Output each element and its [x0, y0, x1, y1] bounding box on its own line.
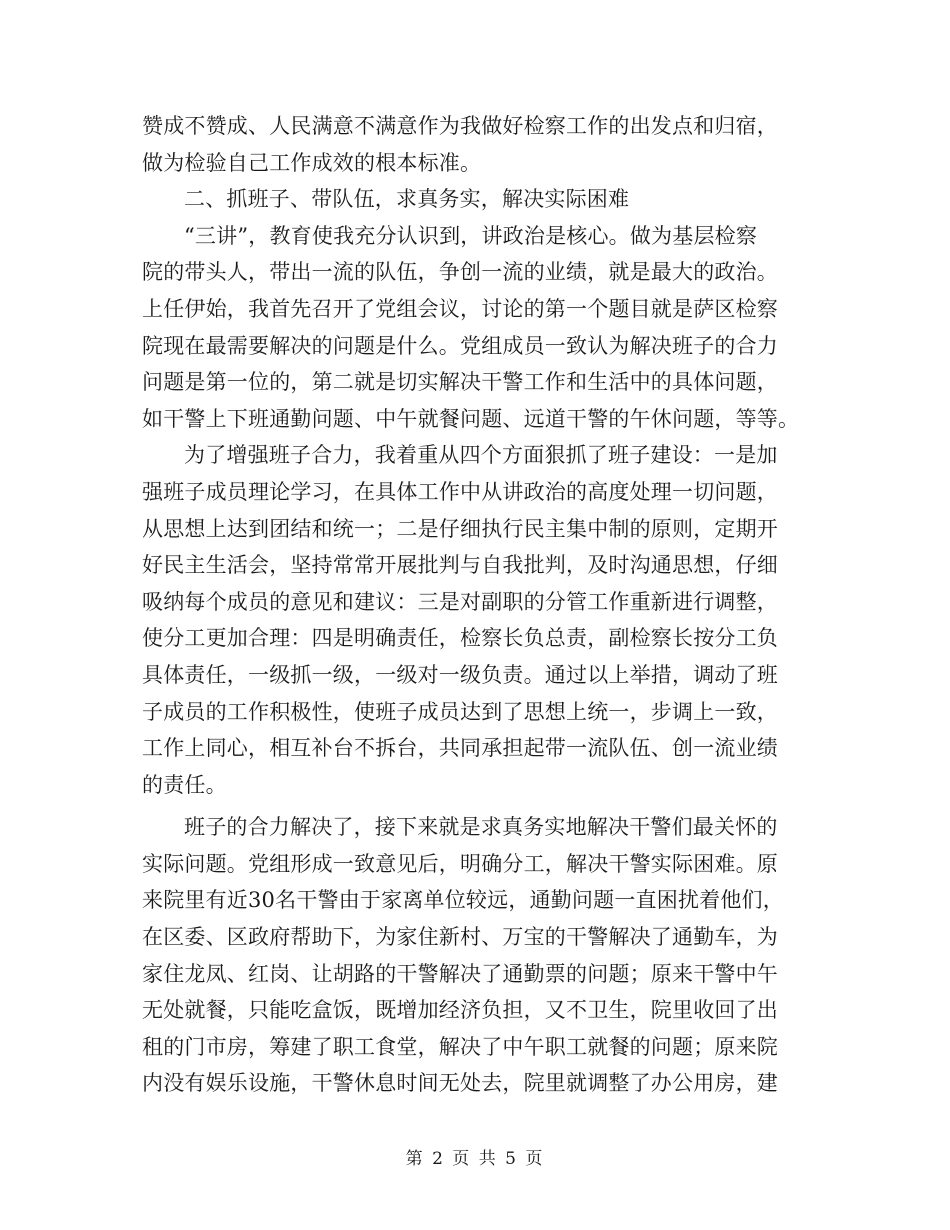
page-number-footer: 第 2 页 共 5 页 [405, 1149, 545, 1169]
text-line: 工作上同心，相互补台不拆台，共同承担起带一流队伍、创一流业绩 [142, 736, 778, 761]
text-line: 家住龙凤、红岗、让胡路的干警解决了通勤票的问题；原来干警中午 [142, 961, 778, 986]
text-line: 租的门市房，筹建了职工食堂，解决了中午职工就餐的问题；原来院 [142, 1034, 778, 1059]
text-line: 为了增强班子合力，我着重从四个方面狠抓了班子建设：一是加 [184, 443, 778, 468]
text-line: 好民主生活会，坚持常常开展批判与自我批判，及时沟通思想，仔细 [142, 553, 778, 578]
text-line: 吸纳每个成员的意见和建议：三是对副职的分管工作重新进行调整， [142, 589, 778, 614]
text-line: 如干警上下班通勤问题、中午就餐问题、远道干警的午休问题，等等。 [142, 406, 800, 431]
text-line: 赞成不赞成、人民满意不满意作为我做好检察工作的出发点和归宿， [142, 114, 778, 138]
text-line: “三讲”，教育使我充分认识到，讲政治是核心。做为基层检察 [184, 223, 758, 248]
text-line: 在区委、区政府帮助下，为家住新村、万宝的干警解决了通勤车，为 [142, 925, 778, 950]
text-line: 来院里有近30名干警由于家离单位较远，通勤问题一直困扰着他们， [142, 888, 784, 913]
text-line: 强班子成员理论学习，在具体工作中从讲政治的高度处理一切问题， [142, 479, 778, 504]
text-line: 院的带头人，带出一流的队伍，争创一流的业绩，就是最大的政治。 [142, 260, 778, 285]
text-line: 无处就餐，只能吃盒饭，既增加经济负担，又不卫生，院里收回了出 [142, 998, 778, 1023]
text-line: 做为检验自己工作成效的根本标准。 [142, 150, 482, 175]
text-line: 具体责任，一级抓一级，一级对一级负责。通过以上举措，调动了班 [142, 662, 778, 687]
text-line: 班子的合力解决了，接下来就是求真务实地解决干警们最关怀的 [184, 815, 778, 840]
text-line: 从思想上达到团结和统一；二是仔细执行民主集中制的原则，定期开 [142, 516, 778, 541]
text-line: 的责任。 [142, 772, 227, 797]
text-line: 院现在最需要解决的问题是什么。党组成员一致认为解决班子的合力 [142, 333, 778, 358]
text-line: 上任伊始，我首先召开了党组会议，讨论的第一个题目就是萨区检察 [142, 296, 778, 321]
text-line: 二、抓班子、带队伍，求真务实，解决实际困难 [184, 187, 630, 212]
text-line: 问题是第一位的，第二就是切实解决干警工作和生活中的具体问题， [142, 370, 778, 395]
body-text [142, 108, 822, 1102]
text-line: 子成员的工作积极性，使班子成员达到了思想上统一，步调上一致， [142, 699, 778, 724]
text-line: 使分工更加合理：四是明确责任，检察长负总责，副检察长按分工负 [142, 626, 778, 651]
text-line: 内没有娱乐设施，干警休息时间无处去，院里就调整了办公用房，建 [142, 1071, 778, 1096]
text-line: 实际问题。党组形成一致意见后，明确分工，解决干警实际困难。原 [142, 851, 778, 876]
